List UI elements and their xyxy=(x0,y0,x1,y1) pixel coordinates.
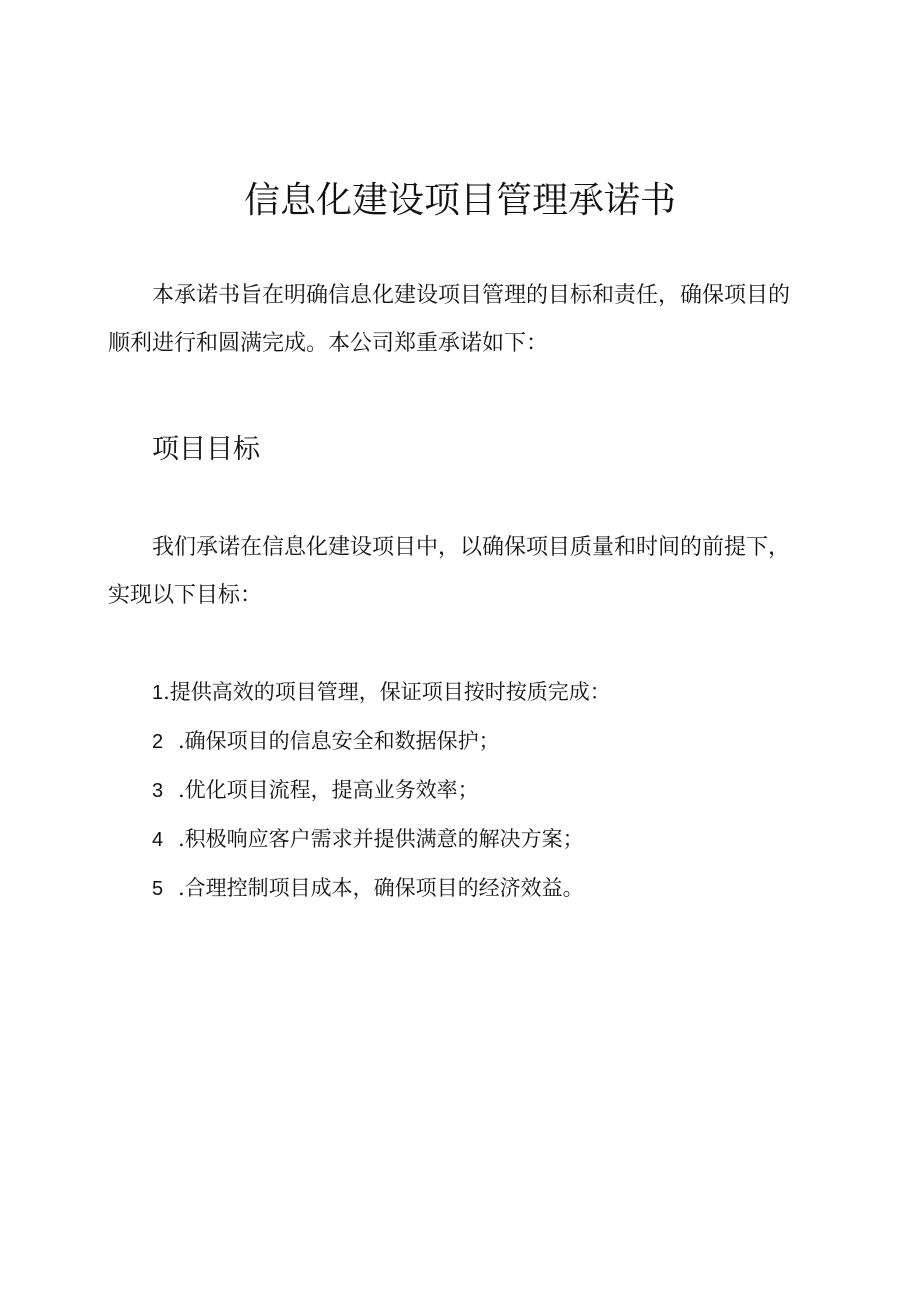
goal-text: .积极响应客户需求并提供满意的解决方案； xyxy=(178,827,584,851)
goal-text: .确保项目的信息安全和数据保护； xyxy=(178,729,500,753)
goal-number: 4 xyxy=(152,829,164,851)
goal-text: .优化项目流程，提高业务效率； xyxy=(178,778,479,802)
goal-text: .合理控制项目成本，确保项目的经济效益。 xyxy=(178,876,584,900)
goal-item xyxy=(152,768,611,817)
goal-number: 3 xyxy=(152,780,164,802)
goal-number: 5 xyxy=(152,878,164,900)
goal-intro-paragraph: 我们承诺在信息化建设项目中，以确保项目质量和时间的前提下，实现以下目标： xyxy=(108,535,791,608)
goal-number: 1 xyxy=(152,682,164,704)
section-heading: 项目目标 xyxy=(152,434,260,465)
goal-text: .提供高效的项目管理，保证项目按时按质完成： xyxy=(163,680,611,704)
goal-item xyxy=(152,817,611,866)
intro-paragraph: 本承诺书旨在明确信息化建设项目管理的目标和责任，确保项目的顺利进行和圆满完成。本公司郑重承诺如下： xyxy=(108,283,791,356)
goal-item xyxy=(152,866,611,915)
goal-item xyxy=(152,719,611,768)
goal-item xyxy=(152,670,611,719)
goal-number: 2 xyxy=(152,731,164,753)
goal-list xyxy=(152,670,611,915)
document-title: 信息化建设项目管理承诺书 xyxy=(243,180,676,221)
